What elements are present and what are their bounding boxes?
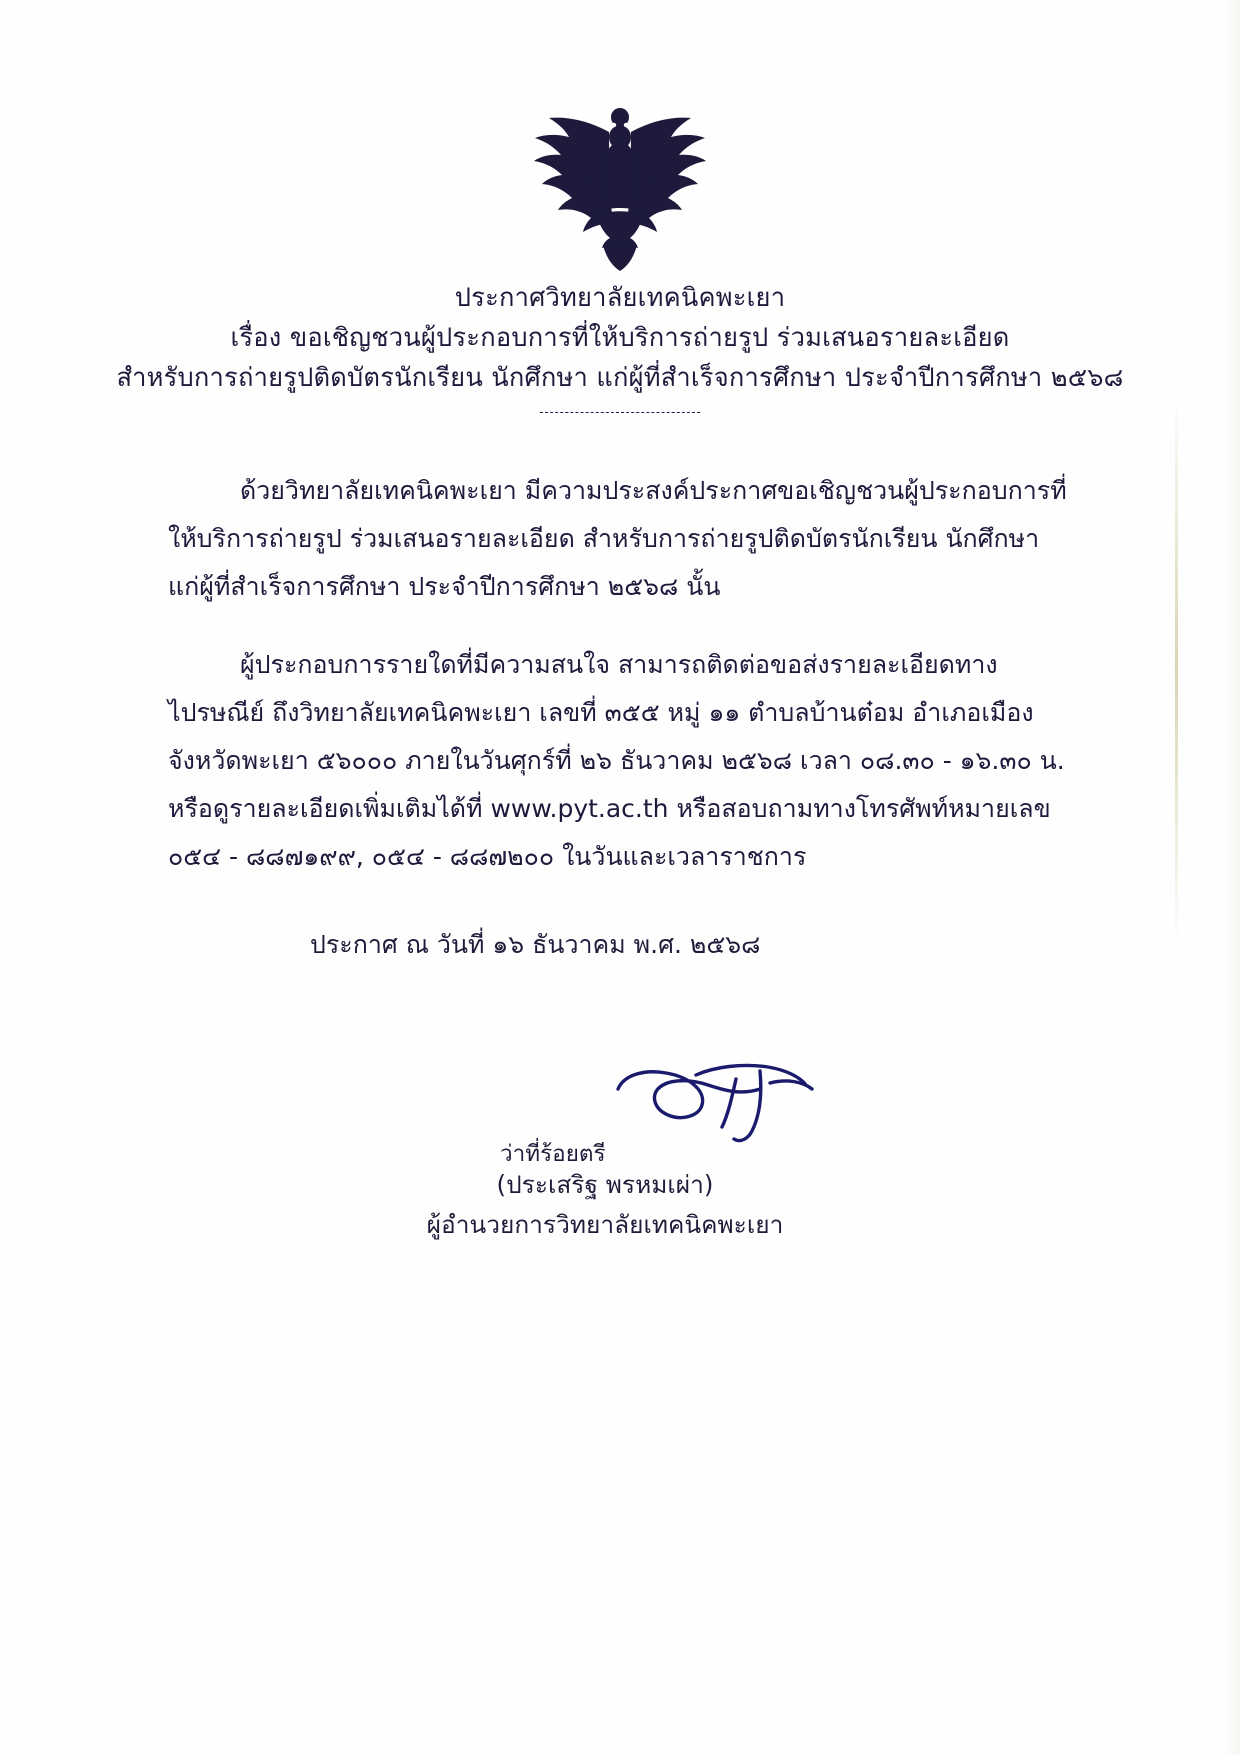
handwritten-signature-icon bbox=[610, 1053, 820, 1167]
paragraph-1-text: ด้วยวิทยาลัยเทคนิคพะเยา มีความประสงค์ประกาศขอเชิญชวนผู้ประกอบการที่ให้บริการถ่ายรูป ร่วมเสนอรายละเอียด สำหรับการถ่ายรูปติดบัตรนักเรียน นักศึกษา แก่ผู้ที่สำเร็จการศึกษา ประจำปีการศึกษา ๒๕๖๘ นั้น bbox=[168, 476, 1067, 601]
signer-rank-label: ว่าที่ร้อยตรี bbox=[500, 1141, 606, 1167]
signer-name: (ประเสริฐ พรหมเผ่า) bbox=[496, 1170, 714, 1199]
divider bbox=[540, 412, 700, 413]
announcement-date: ประกาศ ณ วันที่ ๑๖ ธันวาคม พ.ศ. ๒๕๖๘ bbox=[310, 930, 761, 959]
paragraph-2 bbox=[168, 641, 1072, 881]
announcement-heading-line-2: เรื่อง ขอเชิญชวนผู้ประกอบการที่ให้บริการถ่ายรูป ร่วมเสนอรายละเอียด bbox=[230, 323, 1010, 353]
signer-position: ผู้อำนวยการวิทยาลัยเทคนิคพะเยา bbox=[426, 1210, 784, 1239]
announcement-heading-line-3: สำหรับการถ่ายรูปติดบัตรนักเรียน นักศึกษา แก่ผู้ที่สำเร็จการศึกษา ประจำปีการศึกษา ๒๕๖๘ bbox=[116, 363, 1124, 393]
paragraph-1 bbox=[168, 467, 1072, 611]
paragraph-2-text: ผู้ประกอบการรายใดที่มีความสนใจ สามารถติดต่อขอส่งรายละเอียดทางไปรษณีย์ ถึงวิทยาลัยเทคนิคพะเยา เลขที่ ๓๕๕ หมู่ ๑๑ ตำบลบ้านต๋อม อำเภอเมือง จังหวัดพะเยา ๕๖๐๐๐ ภายในวันศุกร์ที่ ๒๖ ธันวาคม ๒๕๖๘ เวลา ๐๘.๓๐ - ๑๖.๓๐ น. หรือดูรายละเอียดเพิ่มเติมได้ที่ www.pyt.ac.th หรือสอบถามทางโทรศัพท์หมายเลข ๐๕๔ - ๘๘๗๑๙๙, ๐๕๔ - ๘๘๗๒๐๐ ในวันและเวลาราชการ bbox=[168, 650, 1065, 871]
signature-block bbox=[0, 1043, 1240, 1239]
announcement-heading-line-1: ประกาศวิทยาลัยเทคนิคพะเยา bbox=[454, 283, 786, 313]
document-content bbox=[0, 278, 1240, 1239]
garuda-emblem-icon bbox=[0, 100, 1240, 275]
